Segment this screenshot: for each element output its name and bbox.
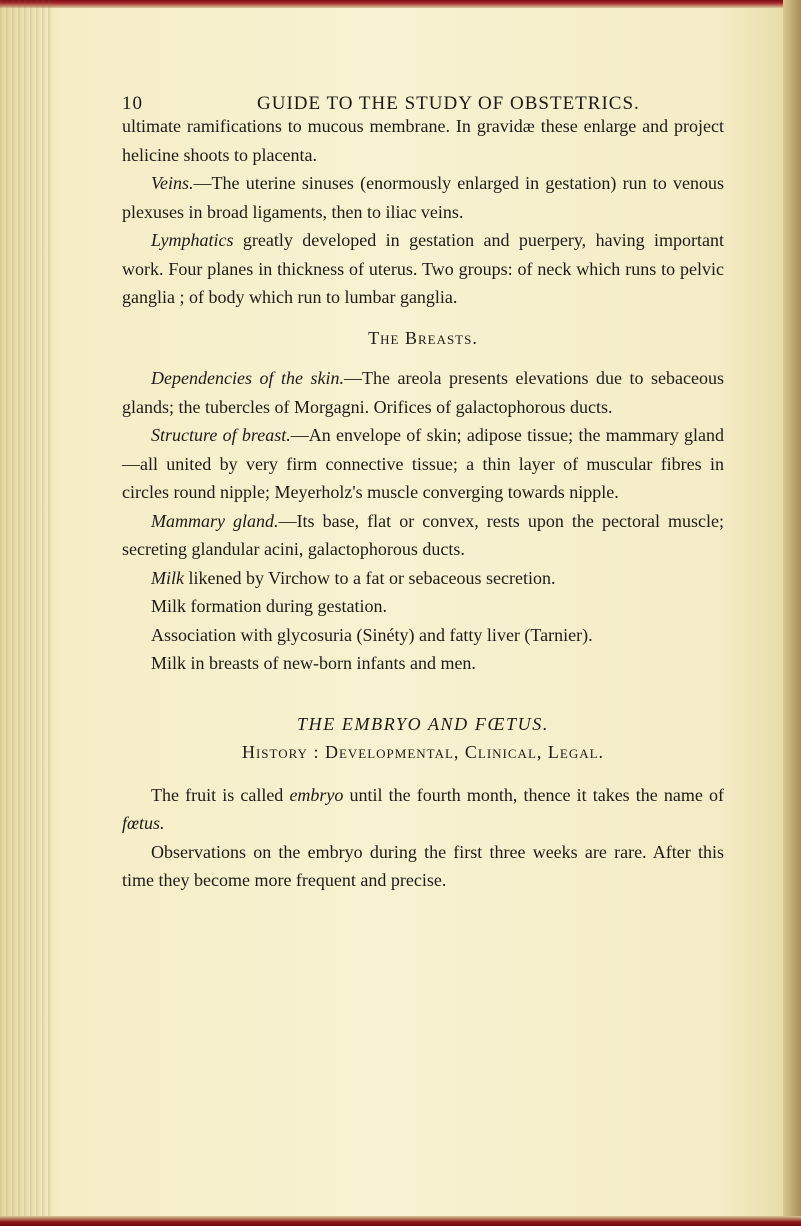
paragraph-lymphatics (122, 226, 724, 312)
paragraph-veins (122, 169, 724, 226)
milk-label: Milk (151, 567, 184, 588)
mammary-text: —Its base, flat or convex, rests upon the pectoral muscle; secreting glandular acini, galactophorous ducts. (122, 510, 724, 559)
paragraph-structure (122, 421, 724, 507)
page-right-edge (783, 0, 801, 1226)
milk-text: likened by Virchow to a fat or sebaceous secretion. (184, 567, 556, 588)
veins-label: Veins. (151, 173, 194, 193)
line-new-born: Milk in breasts of new-born infants and men. (151, 653, 476, 673)
history-subheading: History : Developmental, Clinical, Legal. (241, 742, 605, 762)
lymphatics-text: greatly developed in gestation and puerpery, having important work. Four planes in thickness of uterus. Two groups: of neck which runs to pelvic ganglia ; of body which run to lumbar ganglia. (122, 230, 724, 307)
fruit-text-a: The fruit is called (151, 784, 290, 805)
embryo-heading: THE EMBRYO AND FŒTUS. (297, 713, 549, 734)
fruit-text-b: until the fourth month, thence it takes the name of (343, 784, 725, 805)
paragraph-dependencies (122, 364, 724, 421)
page-body (122, 112, 724, 895)
line-milk-formation: Milk formation during gestation. (151, 596, 387, 616)
paragraph-helicine: ultimate ramifications to mucous membrane. In gravidæ these enlarge and project helicine shoots to placenta. (122, 116, 724, 165)
paragraph-fruit (122, 781, 724, 838)
breasts-heading: The Breasts. (368, 327, 478, 348)
page-gutter-shadow (0, 0, 52, 1226)
embryo-term: embryo (289, 784, 344, 805)
veins-text: —The uterine sinuses (enormously enlarged in gestation) run to venous plexuses in broad ligaments, then to iliac veins. (122, 173, 724, 222)
mammary-label: Mammary gland. (151, 510, 279, 531)
page-number: 10 (122, 93, 143, 114)
page-bottom-edge (0, 1216, 801, 1226)
line-association: Association with glycosuria (Sinéty) and fatty liver (Tarnier). (151, 624, 593, 645)
dependencies-text: —The areola presents elevations due to sebaceous glands; the tubercles of Morgagni. Orifices of galactophorous ducts. (122, 368, 724, 417)
lymphatics-label: Lymphatics (151, 230, 234, 250)
foetus-term: fœtus. (122, 813, 165, 833)
structure-label: Structure of breast. (151, 425, 291, 445)
paragraph-milk (122, 564, 724, 593)
running-title: GUIDE TO THE STUDY OF OBSTETRICS. (257, 93, 640, 114)
structure-text: —An envelope of skin; adipose tissue; the mammary gland—all united by very firm connective tissue; a thin layer of muscular fibres in circles round nipple; Meyerholz's muscle converging towards nipple. (122, 425, 724, 502)
page-top-edge (0, 0, 801, 8)
dependencies-label: Dependencies of the skin. (151, 368, 344, 388)
paragraph-observations: Observations on the embryo during the first three weeks are rare. After this time they become more frequent and precise. (122, 841, 724, 890)
paragraph-mammary (122, 507, 724, 564)
